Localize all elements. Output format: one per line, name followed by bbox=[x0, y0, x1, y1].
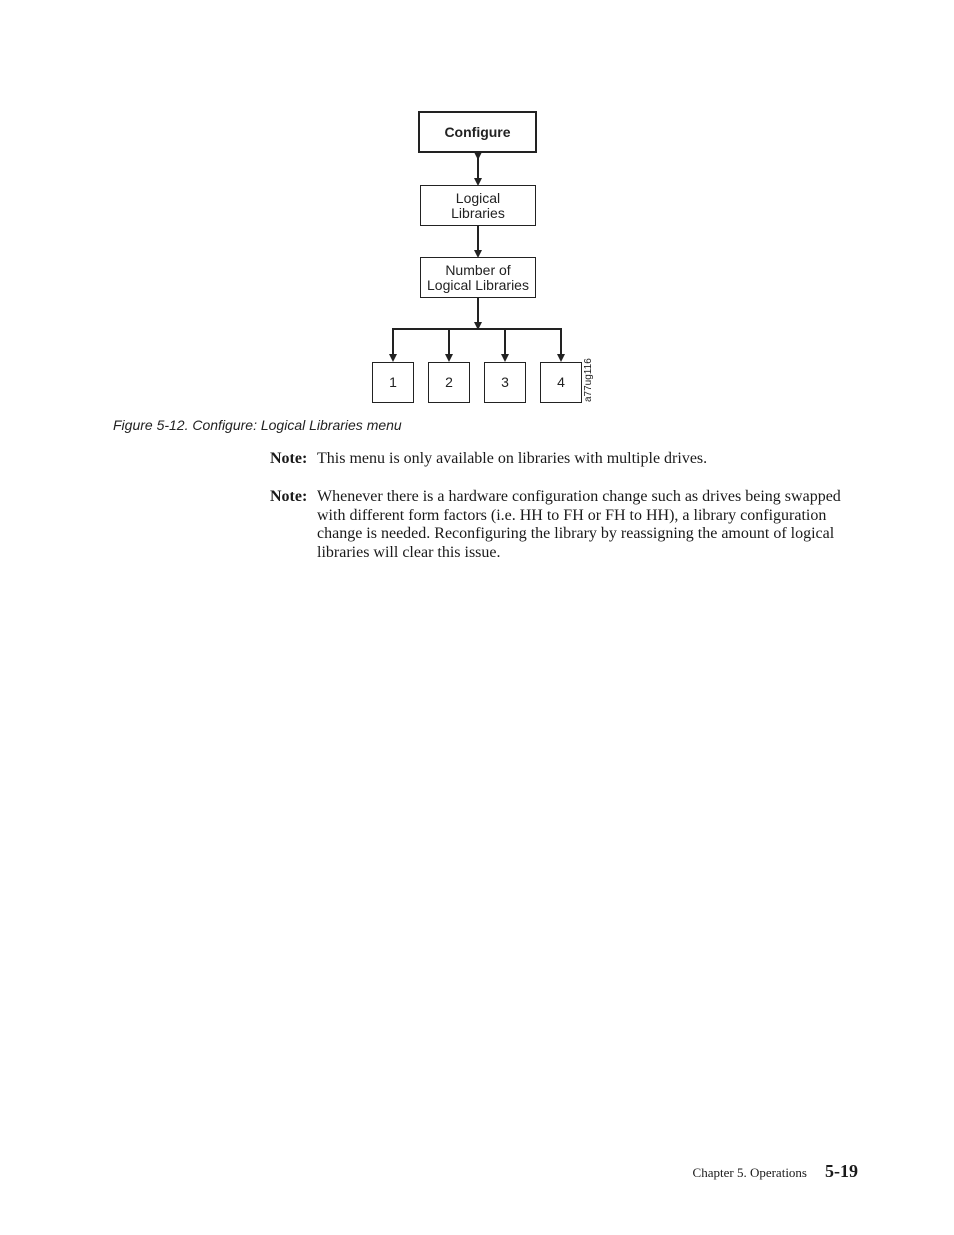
note-2 bbox=[270, 488, 860, 562]
number-of-logical-libraries-box bbox=[420, 257, 536, 298]
figure-caption: Figure 5-12. Configure: Logical Libraries menu bbox=[113, 417, 402, 433]
option-label-1: 1 bbox=[389, 374, 397, 390]
option-label-4: 4 bbox=[557, 374, 565, 390]
note-1 bbox=[270, 450, 860, 469]
configure-box bbox=[418, 111, 537, 153]
option-label-2: 2 bbox=[445, 374, 453, 390]
option-box-2 bbox=[428, 362, 470, 403]
configure-label: Configure bbox=[444, 123, 511, 140]
note-text: This menu is only available on libraries with multiple drives. bbox=[317, 450, 708, 467]
logical-libraries-menu-diagram bbox=[0, 0, 954, 420]
footer-chapter: Chapter 5. Operations bbox=[692, 1165, 807, 1180]
page-number: 5-19 bbox=[825, 1161, 858, 1181]
note-text: Whenever there is a hardware configuration change such as drives being swapped with different form factors (i.e. HH to FH or FH to HH), a library configuration change is needed. Reconfiguring the library by reassigning the amount of logical libraries will clear this issue. bbox=[317, 488, 841, 561]
number-of-logical-libraries-label: Number of Logical Libraries bbox=[427, 261, 529, 293]
logical-libraries-box bbox=[420, 185, 536, 226]
figure-identifier: a77ug116 bbox=[583, 358, 594, 402]
page-footer bbox=[693, 1161, 858, 1182]
option-box-1 bbox=[372, 362, 414, 403]
note-label: Note: bbox=[270, 450, 308, 467]
option-box-4 bbox=[540, 362, 582, 403]
note-label: Note: bbox=[270, 488, 308, 505]
option-label-3: 3 bbox=[501, 374, 509, 390]
logical-libraries-label: Logical Libraries bbox=[451, 189, 505, 221]
option-box-3 bbox=[484, 362, 526, 403]
